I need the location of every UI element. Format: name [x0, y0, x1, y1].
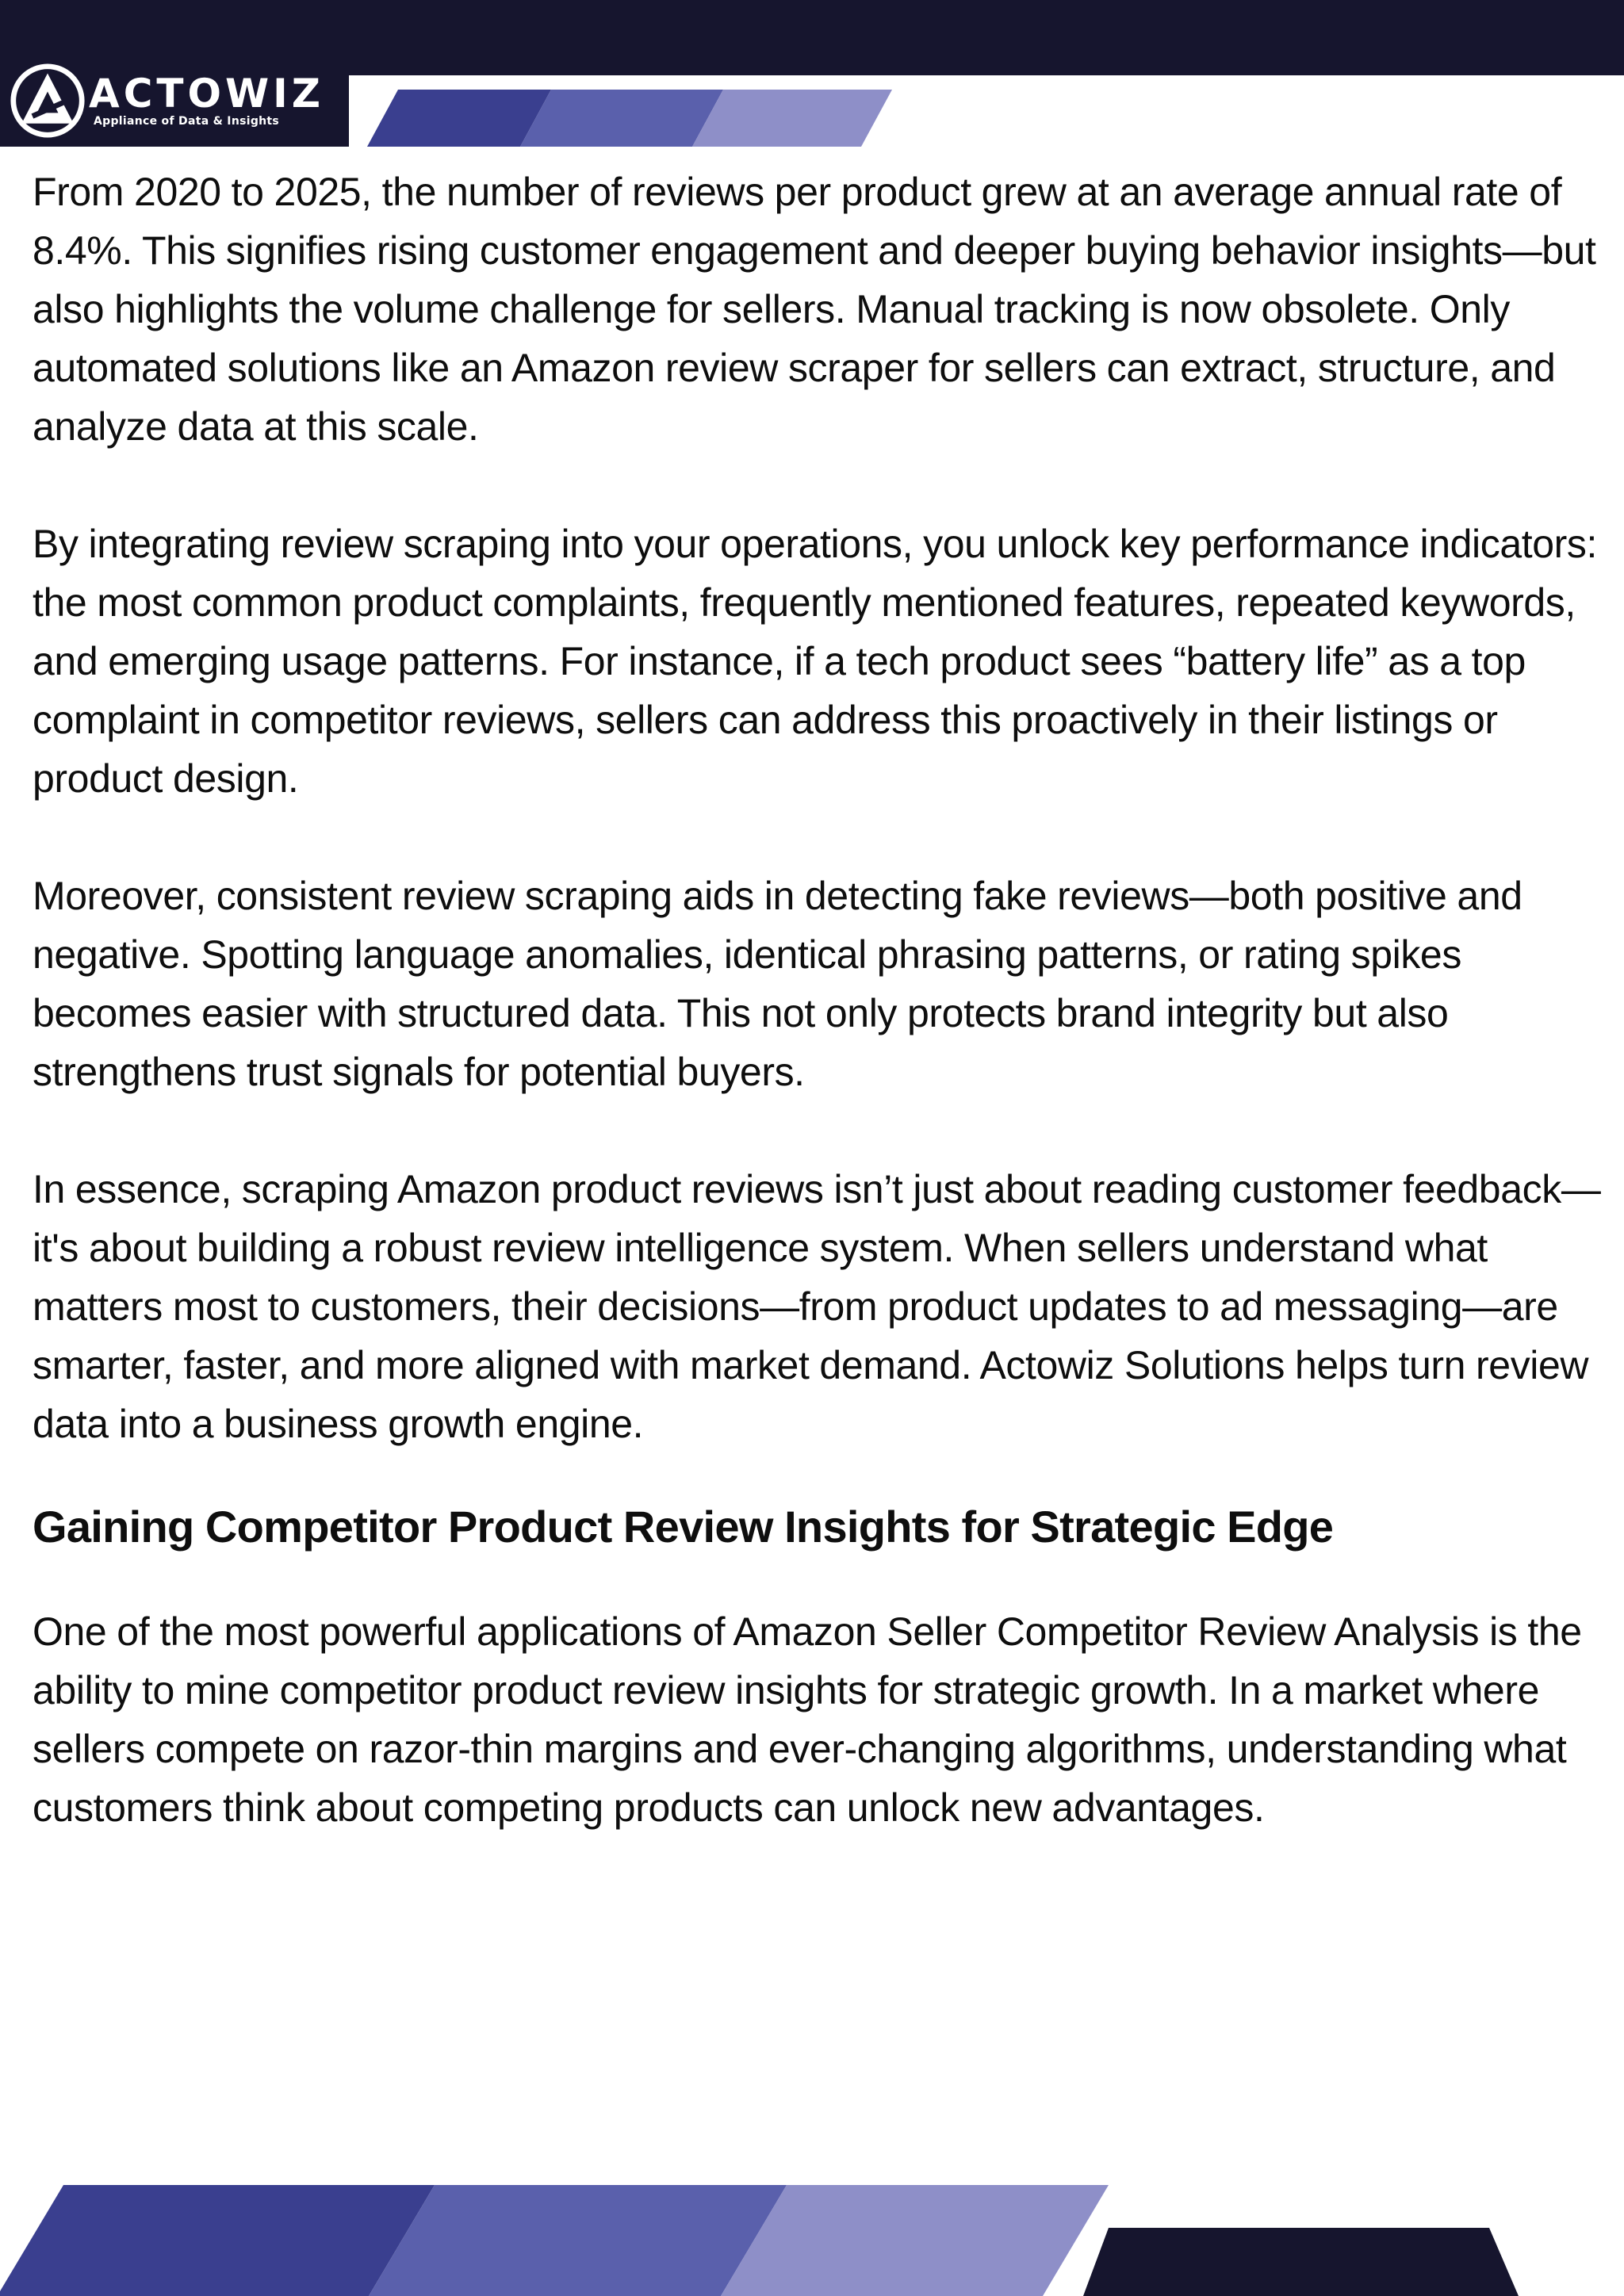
paragraph-review-growth: From 2020 to 2025, the number of reviews per product grew at an average annual rate of 8.4%. This signifies rising customer engagement and deeper buying behavior insights—but also highlights the volume challenge for sellers. Manual tracking is now obsolete. Only automated solutions like an Amazon review scraper for sellers can extract, structure, and analyze data at this scale.: [33, 170, 1596, 449]
paragraph-review-intelligence: In essence, scraping Amazon product reviews isn’t just about reading customer feedback—it's about building a robust review intelligence system. When sellers understand what matters most to customers, their decisions—from product updates to ad messaging—are smarter, faster, and more aligned with market demand. Actowiz Solutions helps turn review data into a business growth engine.: [33, 1167, 1601, 1446]
brand-tagline: Appliance of Data & Insights: [94, 115, 280, 128]
brand-logo: [10, 57, 324, 144]
paragraph-fake-reviews: Moreover, consistent review scraping aids in detecting fake reviews—both positive and negative. Spotting language anomalies, identical phrasing patterns, or rating spikes becomes easier with structured data. This not only protects brand integrity but also strengthens trust signals for potential buyers.: [33, 874, 1522, 1094]
paragraph-competitor-analysis: One of the most powerful applications of Amazon Seller Competitor Review Analysis is the ability to mine competitor product review insights for strategic growth. In a market where sellers compete on razor-thin margins and ever-changing algorithms, understanding what customers think about competing products can unlock new advantages.: [33, 1609, 1582, 1830]
section-heading: Gaining Competitor Product Review Insights for Strategic Edge: [33, 1502, 1334, 1552]
brand-name: ACTOWIZ: [89, 71, 325, 117]
actowiz-logo-icon: [10, 63, 86, 139]
document-body: [33, 163, 1611, 1896]
paragraph-kpi-insights: By integrating review scraping into your operations, you unlock key performance indicators: the most common product complaints, frequently mentioned features, repeated keywords, and emerging usage patterns. For instance, if a tech product sees “battery life” as a top complaint in competitor reviews, sellers can address this proactively in their listings or product design.: [33, 522, 1598, 801]
footer-banner: [0, 2179, 1624, 2296]
